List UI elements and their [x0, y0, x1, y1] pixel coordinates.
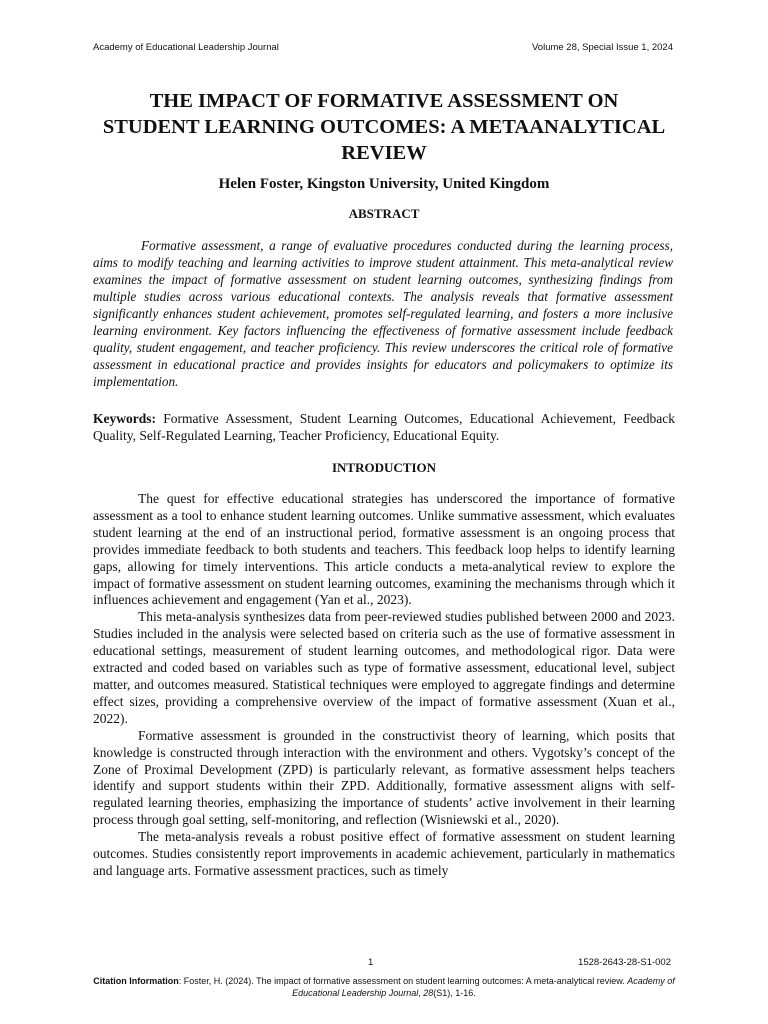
citation-issue-pages: (S1), 1-16.: [433, 987, 476, 998]
article-title: THE IMPACT OF FORMATIVE ASSESSMENT ON STUDENT LEARNING OUTCOMES: A METAANALYTICAL REVIEW: [102, 90, 666, 164]
introduction-body: [93, 491, 675, 880]
keywords: [93, 410, 675, 444]
keywords-label: Keywords:: [93, 411, 156, 426]
intro-paragraph: The quest for effective educational strategies has underscored the importance of formative assessment as a tool to enhance student learning outcomes. Unlike summative assessment, which evaluates student learning at the end of an instructional period, formative assessment is an ongoing process that provides immediate feedback to both students and teachers. This feedback loop helps to identify learning gaps, allowing for timely interventions. This article conducts a meta-analytical review to explore the impact of formative assessment on student learning outcomes, examining the mechanisms through which it influences achievement and engagement (Yan et al., 2023).: [93, 491, 675, 608]
citation-separator: ,: [418, 987, 424, 998]
author-line: Helen Foster, Kingston University, United Kingdom: [218, 176, 550, 192]
abstract-text: Formative assessment, a range of evaluative procedures conducted during the learning process, aims to modify teaching and learning activities to improve student attainment. This meta-analytical review examines the impact of formative assessment on student learning outcomes, synthesizing findings from multiple studies across various educational contexts. The analysis reveals that formative assessment significantly enhances student achievement, promotes self-regulated learning, and fosters a more inclusive learning environment. Key factors influencing the effectiveness of formative assessment include feedback quality, student engagement, and teacher proficiency. This review underscores the critical role of formative assessment in educational practice and provides insights for educators and policymakers to optimize its implementation.: [93, 238, 673, 389]
intro-paragraph: This meta-analysis synthesizes data from peer-reviewed studies published between 2000 and 2023. Studies included in the analysis were selected based on criteria such as the use of formative assessment in educational settings, measurement of student learning outcomes, and methodological rigor. Data were extracted and coded based on variables such as type of formative assessment, educational level, subject matter, and outcomes measured. Statistical techniques were employed to aggregate findings and determine effect sizes, providing a comprehensive overview of the impact of formative assessment (Xuan et al., 2022).: [93, 609, 675, 726]
article-code: 1528-2643-28-S1-002: [578, 957, 671, 968]
abstract-heading: ABSTRACT: [348, 206, 420, 221]
page-number: 1: [368, 957, 374, 968]
volume-info: Volume 28, Special Issue 1, 2024: [531, 42, 673, 53]
citation-volume: 28: [423, 987, 434, 998]
keywords-text: Formative Assessment, Student Learning Outcomes, Educational Achievement, Feedback Quality, Self-Regulated Learning, Teacher Proficiency, Educational Equity.: [93, 411, 675, 443]
citation-journal: Academy of Educational Leadership Journal: [292, 976, 675, 998]
citation-label: Citation Information: [93, 976, 179, 986]
intro-paragraph: Formative assessment is grounded in the constructivist theory of learning, which posits that knowledge is constructed through interaction with the environment and others. Vygotsky’s concept of the Zone of Proximal Development (ZPD) is particularly relevant, as formative assessment helps teachers identify and support students within their ZPD. Additionally, formative assessment aligns with self-regulated learning theories, emphasizing the importance of students’ active involvement in their learning process through goal setting, self-monitoring, and reflection (Wisniewski et al., 2020).: [93, 727, 675, 828]
intro-paragraph: The meta-analysis reveals a robust positive effect of formative assessment on student learning outcomes. Studies consistently report improvements in academic achievement, particularly in mathematics and language arts. Formative assessment practices, such as timely: [93, 829, 675, 878]
introduction-heading: INTRODUCTION: [331, 460, 436, 475]
citation-text: : Foster, H. (2024). The impact of formative assessment on student learning outcomes: A meta-analytical review.: [178, 976, 628, 986]
running-head: [93, 42, 673, 56]
citation-information: [93, 976, 675, 999]
journal-name: Academy of Educational Leadership Journal: [93, 42, 279, 53]
